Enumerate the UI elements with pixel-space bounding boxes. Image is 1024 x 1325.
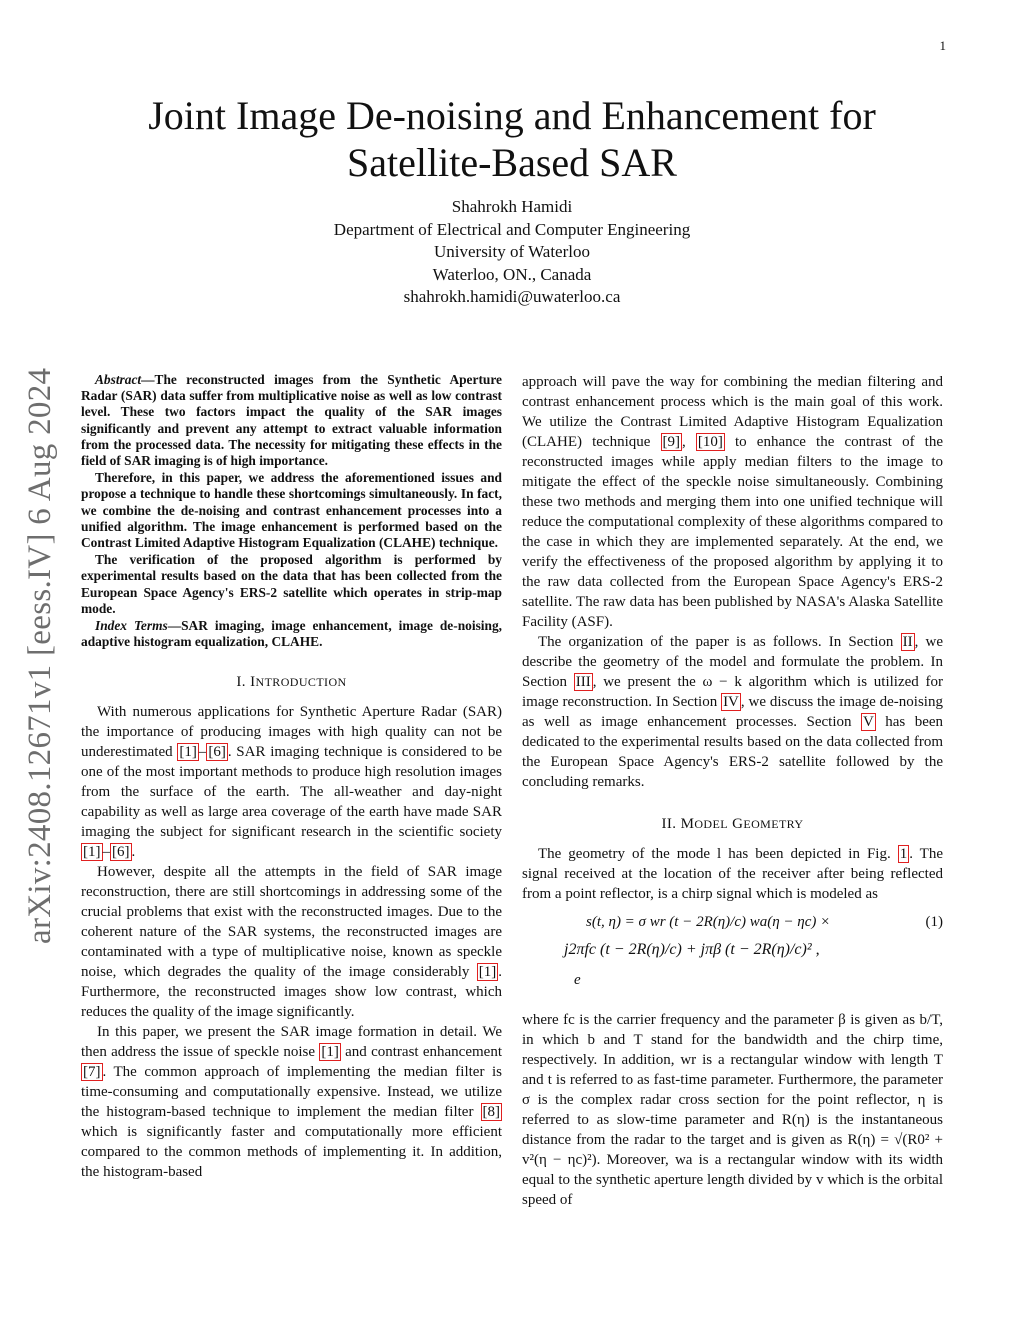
author-block bbox=[200, 196, 824, 309]
citation-link[interactable]: [6] bbox=[208, 744, 226, 761]
citation-link[interactable]: [8] bbox=[482, 1104, 500, 1121]
equation-1 bbox=[522, 908, 943, 1006]
section-link[interactable]: III bbox=[575, 674, 591, 690]
left-column bbox=[81, 372, 502, 1182]
abstract-paragraph-3: The verification of the proposed algorithm is performed by experimental results based on the data that has been collected from the European Space Agency's ERS-2 satellite which operates in strip-map mode. bbox=[81, 552, 502, 616]
citation-link[interactable]: [6] bbox=[112, 844, 130, 861]
citation-link[interactable]: [1] bbox=[179, 744, 197, 761]
citation-link[interactable]: [9] bbox=[662, 434, 681, 450]
equation-line-2: j2πfc (t − 2R(η)/c) + jπβ (t − 2R(η)/c)² , bbox=[564, 941, 820, 958]
equation-line-1: s(t, η) = σ wr (t − 2R(η)/c) wa(η − ηc) × bbox=[586, 914, 831, 930]
abstract-paragraph-2: Therefore, in this paper, we address the aforementioned issues and propose a technique to handle these shortcomings simultaneously. In fact, we combine the de-noising and contrast enhancement processes into a unified algorithm. The image enhancement is performed based on the Contrast Limited Adaptive Histogram Equalization (CLAHE) technique. bbox=[81, 470, 502, 551]
model-paragraph-2: where fc is the carrier frequency and the parameter β is given as b/T, in which b and T stand for the bandwidth and the chirp time, respectively. In addition, wr is a rectangular window with length T and t is referred to as fast-time parameter. Furthermore, the parameter σ is the complex radar cross section for the point reflector, η is referred to as slow-time parameter and R(η) is the instantaneous distance from the radar to the target and is given as R(η) = √(R0² + v²(η − ηc)²). Moreover, wa is a rectangular window with its width equal to the synthetic aperture length divided by v which is the orbital speed of bbox=[522, 1012, 943, 1208]
citation-link[interactable]: [1] bbox=[321, 1044, 339, 1061]
intro-paragraph-1: With numerous applications for Synthetic Aperture Radar (SAR) the importance of producing images with high quality can not be underestimated [1] – [6] . SAR imaging technique is considered to be one of the most important methods to produce high resolution images from the surface of the earth. The all-weather and day-night capability as well as large area coverage of the earth have made SAR imaging the subject for significant research in the scientific society [1] – [6] . bbox=[81, 704, 502, 861]
intro-paragraph-3: In this paper, we present the SAR image formation in detail. We then address the issue of speckle noise [1] and contrast enhancement [7] . The common approach of implementing the median filter is time-consuming and computationally expensive. Instead, we utilize the histogram-based technique to implement the median filter [8] which is significantly faster and computationally more efficient compared to the common methods of implementing it. In addition, the histogram-based bbox=[81, 1024, 502, 1181]
figure-link[interactable]: 1 bbox=[899, 846, 908, 862]
author-email[interactable]: shahrokh.hamidi@uwaterloo.ca bbox=[403, 287, 621, 306]
section-link[interactable]: IV bbox=[723, 694, 739, 710]
section-link[interactable]: II bbox=[902, 634, 913, 650]
citation-link[interactable]: [1] bbox=[83, 844, 101, 861]
abstract-paragraph-1: Abstract—The reconstructed images from the Synthetic Aperture Radar (SAR) data suffer from multiplicative noise as well as low contrast level. These two factors impact the quality of the SAR images significantly and prevent any attempt to extract valuable information from the processed data. The necessity for mitigating these effects in the field of SAR imaging is of high importance. bbox=[81, 372, 502, 469]
citation-link[interactable]: [1] bbox=[478, 964, 497, 981]
citation-link[interactable]: [10] bbox=[697, 434, 723, 450]
intro-paragraph-4: approach will pave the way for combining the median filtering and contrast enhancement process which is the main goal of this work. We utilize the Contrast Limited Adaptive Histogram Equalization (CLAHE) technique [9] , [10] to enhance the contrast of the reconstructed images while apply median filters to the image to mitigate the effect of the speckle noise simultaneously. Combining these two methods and merging them into one unified technique will reduce the computational complexity of these algorithms compared to the case in which they are implemented separately. At the end, we verify the effectiveness of the proposed algorithm by applying it to the raw data collected from the European Space Agency's ERS-2 satellite. The raw data has been published by NASA's Alaska Satellite Facility (ASF). bbox=[522, 374, 944, 630]
section-link[interactable]: V bbox=[862, 714, 874, 730]
equation-exponent-base: e bbox=[574, 972, 581, 988]
right-column bbox=[522, 372, 943, 1210]
section-heading-introduction: I. INTRODUCTION bbox=[236, 674, 347, 691]
section-heading-model-geometry: II. MODEL GEOMETRY bbox=[661, 816, 804, 832]
author-department: Department of Electrical and Computer Engineering bbox=[333, 219, 691, 239]
index-terms-label: Index Terms bbox=[95, 618, 168, 634]
equation-number: (1) bbox=[925, 914, 943, 930]
intro-paragraph-5: The organization of the paper is as follows. In Section II , we describe the geometry of the model and formulate the problem. In Section III , we present the ω − k algorithm which is utilized for image reconstruction. In Section IV , we discuss the image de-noising as well as image enhancement processes. Section V has been dedicated to the experimental results based on the data collected from the European Space Agency's ERS-2 satellite followed by the concluding remarks. bbox=[522, 634, 944, 790]
model-paragraph-1: The geometry of the mode l has been depicted in Fig. 1 . The signal received at the location of the receiver after being reflected from a point reflector, is a chirp signal which is modeled as bbox=[522, 846, 943, 902]
arxiv-identifier: arXiv:2408.12671v1 [eess.IV] 6 Aug 2024 bbox=[22, 367, 58, 944]
abstract-label: Abstract bbox=[95, 372, 142, 387]
author-university: University of Waterloo bbox=[433, 242, 590, 261]
author-location: Waterloo, ON., Canada bbox=[432, 264, 592, 284]
intro-paragraph-2: However, despite all the attempts in the field of SAR image reconstruction, there are still shortcomings in addressing some of the crucial problems that exist with the reconstructed images. Due to the coherent nature of the SAR systems, the reconstructed images are contaminated with a type of multiplicative noise, known as speckle noise, which degrades the quality of the image considerably [1] . Furthermore, the reconstructed images show low contrast, which reduces the quality of the image significantly. bbox=[81, 864, 502, 1021]
page-number: 1 bbox=[939, 38, 946, 53]
paper-title: Joint Image De-noising and Enhancement for Satellite-Based SAR bbox=[148, 93, 876, 185]
index-terms: Index Terms—SAR imaging, image enhancement, image de-noising, adaptive histogram equalization, CLAHE. bbox=[81, 618, 502, 650]
author-name: Shahrokh Hamidi bbox=[451, 197, 573, 216]
citation-link[interactable]: [7] bbox=[83, 1064, 101, 1081]
